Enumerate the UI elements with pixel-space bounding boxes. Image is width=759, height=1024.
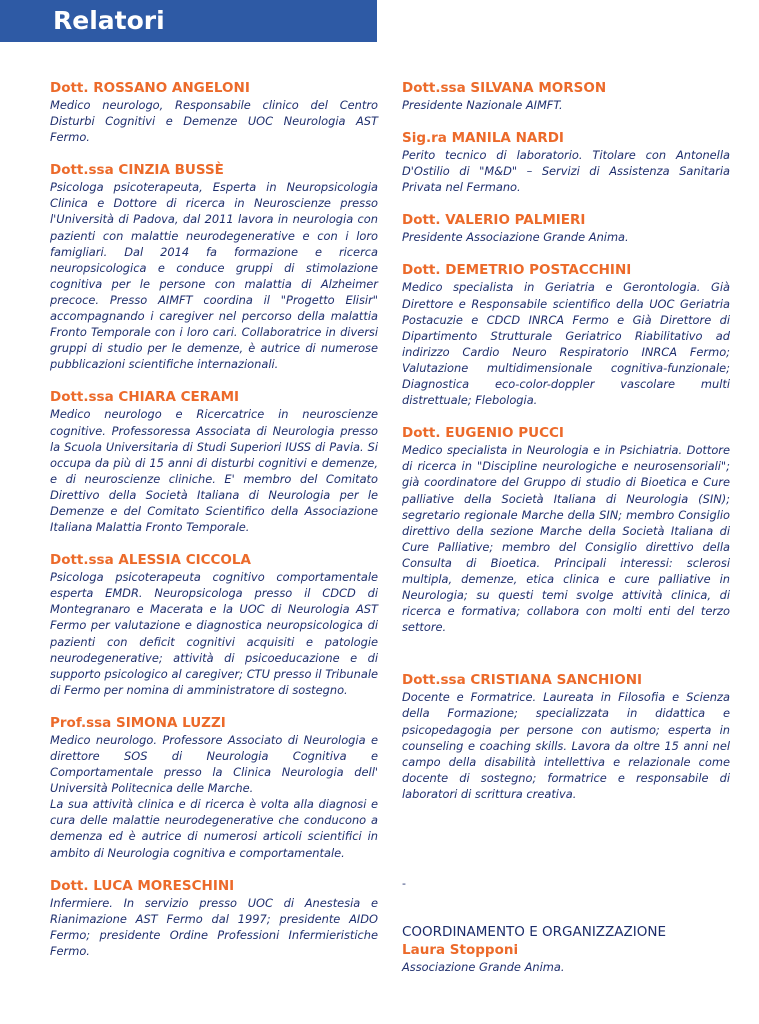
speaker-bio <box>50 406 378 535</box>
speaker-bio-paragraph: Docente e Formatrice. Laureata in Filosofia e Scienza della Formazione; specializzata in didattica e psicopedagogia per persone con autismo; esperta in counseling e coaching skills. Lavora da oltre 15 anni nel campo della disabilità intellettiva e relazionale come docente di sostegno; formatrice e responsabile di laboratori di scrittura creativa. <box>402 690 730 801</box>
speaker-entry <box>402 129 730 195</box>
header-banner <box>0 0 377 42</box>
speaker-name <box>50 388 378 406</box>
speaker-name <box>402 211 730 229</box>
speaker-title: Prof.ssa <box>50 714 112 731</box>
coordinator-name: Laura Stopponi <box>402 942 519 958</box>
speaker-surname: ROSSANO ANGELONI <box>93 80 250 96</box>
speaker-name <box>402 79 730 97</box>
speaker-bio-paragraph: Medico neurologo, Responsabile clinico del Centro Disturbi Cognitivi e Demenze UOC Neurologia AST Fermo. <box>50 98 378 145</box>
speaker-title: Dott. <box>402 262 441 279</box>
speaker-title: Dott.ssa <box>50 389 114 406</box>
speaker-surname: SIMONA LUZZI <box>115 714 226 731</box>
speaker-bio <box>50 179 378 372</box>
page-title: Relatori <box>53 6 165 35</box>
speaker-bio-paragraph: Infermiere. In servizio presso UOC di Anestesia e Rianimazione AST Fermo dal 1997; presidente AIDO Fermo; presidente Ordine Professioni Infermieristiche Fermo. <box>50 895 378 958</box>
speaker-name <box>50 79 378 97</box>
speaker-bio <box>402 97 730 113</box>
speaker-bio-paragraph: Psicologa psicoterapeuta cognitivo comportamentale esperta EMDR. Neuropsicologa presso il CDCD di Montegranaro e Macerata e la UOC di Neurologia AST Fermo per valutazione e diagnostica neuropsicologica di pazienti con deficit cognitivi acquisiti e patologie neurodegenerative; attività di psicoeducazione e di supporto psicologico al caregiver; CTU presso il Tribunale di Fermo per nomina di amministratore di sostegno. <box>50 570 378 697</box>
speaker-surname: MANILA NARDI <box>451 130 564 147</box>
speaker-surname: VALERIO PALMIERI <box>445 212 586 229</box>
speaker-bio <box>402 147 730 195</box>
speaker-surname: CHIARA CERAMI <box>118 389 240 406</box>
speaker-surname: ALESSIA CICCOLA <box>118 552 251 569</box>
speaker-bio-paragraph: Medico specialista in Neurologia e in Psichiatria. Dottore di ricerca in "Discipline neurologiche e neurosensoriali"; già coordinatore del Gruppo di studio di Bioetica e Cure palliative della Società Italiana di Neurologia (SIN); segretario regionale Marche della SIN; membro Consiglio direttivo della sezione Marche della Società Italiana di Cure Palliative; membro del Consiglio direttivo della Consulta di Bioetica. Principali interessi: sclerosi multipla, demenze, etica clinica e cure palliative in Neurologia; su questi temi svolge attività clinica, di ricerca e formativa; collabora con molti enti del terzo settore. <box>402 443 730 635</box>
speaker-bio <box>402 229 730 245</box>
speaker-title: Dott.ssa <box>50 162 114 179</box>
speaker-title: Dott.ssa <box>402 672 466 689</box>
speaker-entry <box>50 551 378 698</box>
speaker-bio-paragraph: Psicologa psicoterapeuta, Esperta in Neuropsicologia Clinica e Dottore di ricerca in Neuroscienze presso l'Università di Padova, dal 2011 lavora in neurologia con pazienti con malattie neurodegenerative e con i loro famigliari. Dal 2014 fa formazione e ricerca neuropsicologica e conduce gruppi di stimolazione cognitiva per le persone con malattia di Alzheimer precoce. Presso AIMFT coordina il "Progetto Elisir" accompagnando i caregiver nel percorso della malattia Fronto Temporale con i loro cari. Collaboratrice in diversi gruppi di studio per le demenze, è autrice di numerose pubblicazioni scientifiche internazionali. <box>50 180 378 372</box>
speakers-right-column <box>402 79 730 818</box>
speaker-title: Dott.ssa <box>50 552 114 569</box>
speaker-title: Dott. <box>50 80 89 96</box>
speaker-name <box>402 671 730 689</box>
speaker-entry <box>50 388 378 535</box>
speaker-bio <box>50 569 378 698</box>
speaker-surname: SILVANA MORSON <box>470 80 607 96</box>
speaker-entry <box>402 79 730 113</box>
speaker-entry <box>50 79 378 145</box>
coordination-block <box>402 923 732 975</box>
speaker-entry <box>402 261 730 408</box>
speaker-bio-paragraph: La sua attività clinica e di ricerca è volta alla diagnosi e cura delle malattie neurodegenerative che conducono a demenza ed è autrice di numerosi articoli scientifici in ambito di Neurologia cognitiva e comportamentale. <box>50 797 378 860</box>
speaker-name <box>50 161 378 179</box>
speaker-surname: CINZIA BUSSÈ <box>118 162 224 179</box>
speaker-bio <box>50 97 378 145</box>
speaker-entry <box>402 424 730 635</box>
speaker-title: Dott. <box>402 212 441 229</box>
speaker-name <box>50 551 378 569</box>
speaker-name <box>50 877 378 895</box>
speaker-entry <box>50 161 378 372</box>
speaker-bio <box>50 732 378 861</box>
speaker-name <box>402 424 730 442</box>
speaker-title: Dott. <box>50 877 89 894</box>
speaker-bio <box>50 895 378 959</box>
coordinator-affiliation: Associazione Grande Anima. <box>402 960 565 974</box>
speaker-bio <box>402 689 730 802</box>
speaker-surname: CRISTIANA SANCHIONI <box>470 672 643 689</box>
speaker-name <box>402 261 730 279</box>
speaker-entry <box>402 211 730 245</box>
speaker-bio-paragraph: Perito tecnico di laboratorio. Titolare con Antonella D'Ostilio di "M&D" – Servizi di Assistenza Sanitaria Privata nel Fermano. <box>402 148 730 195</box>
speaker-bio-paragraph: Presidente Nazionale AIMFT. <box>402 98 563 112</box>
speaker-name <box>50 714 378 732</box>
coordination-heading: COORDINAMENTO E ORGANIZZAZIONE <box>402 924 667 940</box>
speaker-name <box>402 129 730 147</box>
speaker-entry <box>50 714 378 861</box>
speakers-left-column <box>50 79 378 975</box>
speaker-bio-paragraph: Medico neurologo. Professore Associato di Neurologia e direttore SOS di Neurologia Cognitiva e Comportamentale presso la Clinica Neurologia dell' Università Politecnica delle Marche. <box>50 732 378 796</box>
speaker-entry <box>50 877 378 959</box>
speaker-entry <box>402 671 730 802</box>
speaker-bio-paragraph: Presidente Associazione Grande Anima. <box>402 230 629 245</box>
speaker-title: Dott.ssa <box>402 80 466 96</box>
speaker-surname: EUGENIO PUCCI <box>445 425 564 442</box>
speaker-title: Dott. <box>402 425 441 442</box>
speaker-surname: LUCA MORESCHINI <box>93 877 235 894</box>
speaker-title: Sig.ra <box>402 130 447 147</box>
speaker-bio-paragraph: Medico neurologo e Ricercatrice in neuroscienze cognitive. Professoressa Associata di Neurologia presso la Scuola Universitaria di Studi Superiori IUSS di Pavia. Si occupa da più di 15 anni di disturbi cognitivi e demenze, e di neuroscienze cliniche. E' membro del Comitato Direttivo della Società Italiana di Neurologia per le Demenze e del Comitato Scientifico della Associazione Italiana Malattia Fronto Temporale. <box>50 407 378 535</box>
speaker-bio <box>402 442 730 635</box>
dash-mark: - <box>402 877 406 890</box>
speaker-surname: DEMETRIO POSTACCHINI <box>445 262 632 279</box>
speaker-bio <box>402 279 730 408</box>
speaker-bio-paragraph: Medico specialista in Geriatria e Gerontologia. Già Direttore e Responsabile scientifico della UOC Geriatria Postacuzie e CDCD INRCA Fermo e Già Direttore di Dipartimento Strutturale Geriatrico Riabilitativo ad indirizzo Cardio Neuro Respiratorio INRCA Fermo; Valutazione multidimensionale cognitiva-funzionale; Diagnostica eco-color-doppler vascolare multi distrettuale; Flebologia. <box>402 280 730 408</box>
